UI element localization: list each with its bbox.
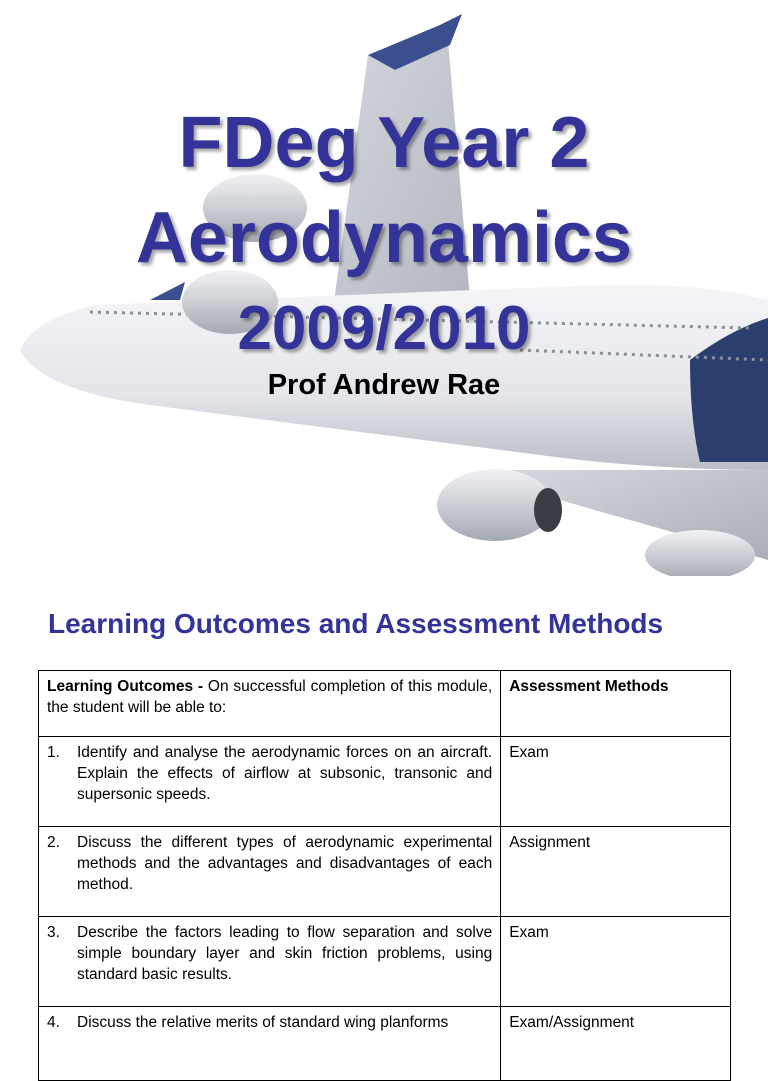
outcome-text: Describe the factors leading to flow separation and solve simple boundary layer and skin friction problems, using standard basic results. xyxy=(77,924,493,983)
header-outcomes-label: Learning Outcomes - xyxy=(47,678,204,695)
outcome-cell xyxy=(39,827,501,917)
title-line-2: Aerodynamics xyxy=(135,198,633,278)
header-outcomes-cell xyxy=(39,671,501,737)
outcome-number: 2. xyxy=(47,834,60,851)
assessment-cell: Exam xyxy=(501,917,731,1007)
outcome-text: Identify and analyse the aerodynamic forces on an aircraft. Explain the effects of airflow at subsonic, transonic and supersonic speeds. xyxy=(77,744,493,803)
author-name: Prof Andrew Rae xyxy=(267,369,501,401)
outcome-cell xyxy=(39,1007,501,1081)
outcomes-slide xyxy=(0,576,768,1031)
header-assessment-cell: Assessment Methods xyxy=(501,671,731,737)
title-line-1: FDeg Year 2 xyxy=(178,103,590,183)
outcome-text: Discuss the relative merits of standard wing planforms xyxy=(77,1014,449,1031)
assessment-cell: Exam xyxy=(501,737,731,827)
outcome-cell xyxy=(39,737,501,827)
table-row xyxy=(39,917,731,1007)
assessment-cell: Assignment xyxy=(501,827,731,917)
outcome-number: 4. xyxy=(47,1014,60,1031)
table-header-row xyxy=(39,671,731,737)
title-line-3: 2009/2010 xyxy=(237,294,531,363)
table-row xyxy=(39,1007,731,1081)
outcome-number: 1. xyxy=(47,744,60,761)
outcome-cell xyxy=(39,917,501,1007)
table-row xyxy=(39,737,731,827)
outcome-number: 3. xyxy=(47,924,60,941)
assessment-cell: Exam/Assignment xyxy=(501,1007,731,1081)
header-outcomes-text: On successful completion of this module, the student will be able to: xyxy=(47,678,493,716)
outcomes-table xyxy=(38,670,731,1081)
outcome-text: Discuss the different types of aerodynamic experimental methods and the advantages and disadvantages of each method. xyxy=(77,834,493,893)
slide-heading: Learning Outcomes and Assessment Methods xyxy=(48,608,664,639)
table-row xyxy=(39,827,731,917)
